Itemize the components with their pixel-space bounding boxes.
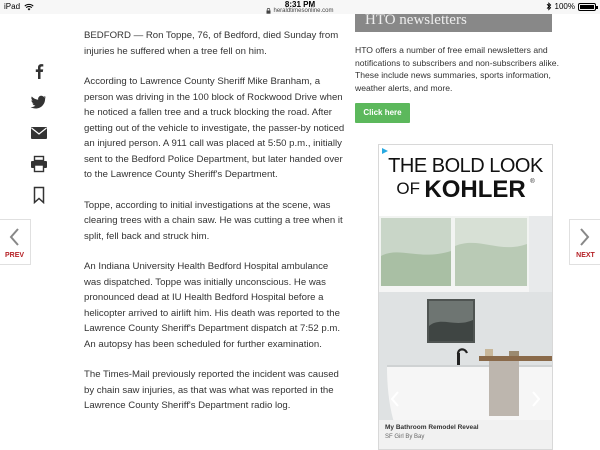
device-label: iPad: [4, 2, 21, 11]
chevron-right-icon: [578, 226, 592, 248]
bluetooth-icon: [546, 2, 552, 11]
ad-bathroom-photo: [379, 216, 552, 431]
print-icon[interactable]: [28, 155, 50, 173]
twitter-icon[interactable]: [28, 93, 50, 111]
next-article-button[interactable]: [569, 219, 600, 265]
article-body: [84, 14, 346, 429]
share-toolbar: [28, 62, 50, 217]
kohler-ad[interactable]: [378, 144, 553, 450]
status-time: 8:31 PM: [284, 0, 316, 9]
facebook-icon[interactable]: [28, 62, 50, 80]
article-paragraph: An Indiana University Health Bedford Hospital ambulance was dispatched. Toppe was initially unconscious. He was pronounced dead at IU Health Bedford Hospital before a helicopter arrived to airlift him. His death was reported to the Lawrence County Sheriff's Department dispatch at 7:52 p.m. An autopsy has been scheduled for further examination.: [84, 261, 341, 350]
ad-caption[interactable]: [379, 420, 553, 450]
battery-percent: 100%: [554, 2, 575, 11]
article-paragraph: The Times-Mail previously reported the incident was caused by chain saw injuries, as that was what was reported in the Lawrence County Sheriff's Department radio log.: [84, 369, 339, 411]
ad-next-arrow-icon[interactable]: [530, 389, 542, 409]
status-right: [546, 2, 596, 11]
ad-headline: THE BOLD LOOK: [388, 155, 543, 177]
bookmark-icon[interactable]: [28, 186, 50, 204]
chevron-left-icon: [7, 226, 21, 248]
url-text: heraldtimesonline.com: [273, 8, 334, 14]
battery-icon: [578, 3, 596, 11]
newsletter-widget: [355, 14, 580, 123]
prev-label: PREV: [4, 252, 25, 259]
adchoices-icon[interactable]: [381, 147, 389, 155]
ad-brand-line: [379, 176, 552, 204]
ad-brand: KOHLER: [424, 176, 526, 203]
prev-article-button[interactable]: [0, 219, 31, 265]
ad-prev-arrow-icon[interactable]: [389, 389, 401, 409]
newsletter-description: HTO offers a number of free email newsletters and notifications to subscribers and non-subscribers alike. These include news summaries, sports information, weather alerts, and more.: [355, 45, 559, 93]
newsletter-click-here-button[interactable]: Click here: [355, 103, 410, 123]
article-paragraph: Toppe, according to initial investigations at the scene, was clearing trees with a chain saw. He was cutting a tree when it split, fell back and struck him.: [84, 199, 343, 242]
ad-reg-mark: ®: [530, 179, 535, 185]
email-icon[interactable]: [28, 124, 50, 142]
ad-caption-source: SF Girl By Bay: [385, 434, 425, 440]
ad-headline-of: OF: [396, 179, 420, 198]
next-label: NEXT: [576, 252, 595, 259]
status-bar: [0, 0, 600, 14]
article-paragraph: According to Lawrence County Sheriff Mike Branham, a person was driving in the 100 block of Rockwood Drive when he noticed a fallen tree and a truck blocking the road. After getting out of the vehicle to investigate, the passer-by noticed an injured person. A 911 call was placed at 5:50 p.m., initially sent to the Bedford Police Department, but later handed over to the Lawrence County Sheriff's Department.: [84, 76, 345, 180]
article-paragraph: BEDFORD — Ron Toppe, 76, of Bedford, died Sunday from injuries he suffered when a tree fell on him.: [84, 30, 339, 57]
newsletter-title: HTO newsletters: [355, 14, 552, 32]
ad-caption-title: My Bathroom Remodel Reveal: [385, 424, 479, 431]
